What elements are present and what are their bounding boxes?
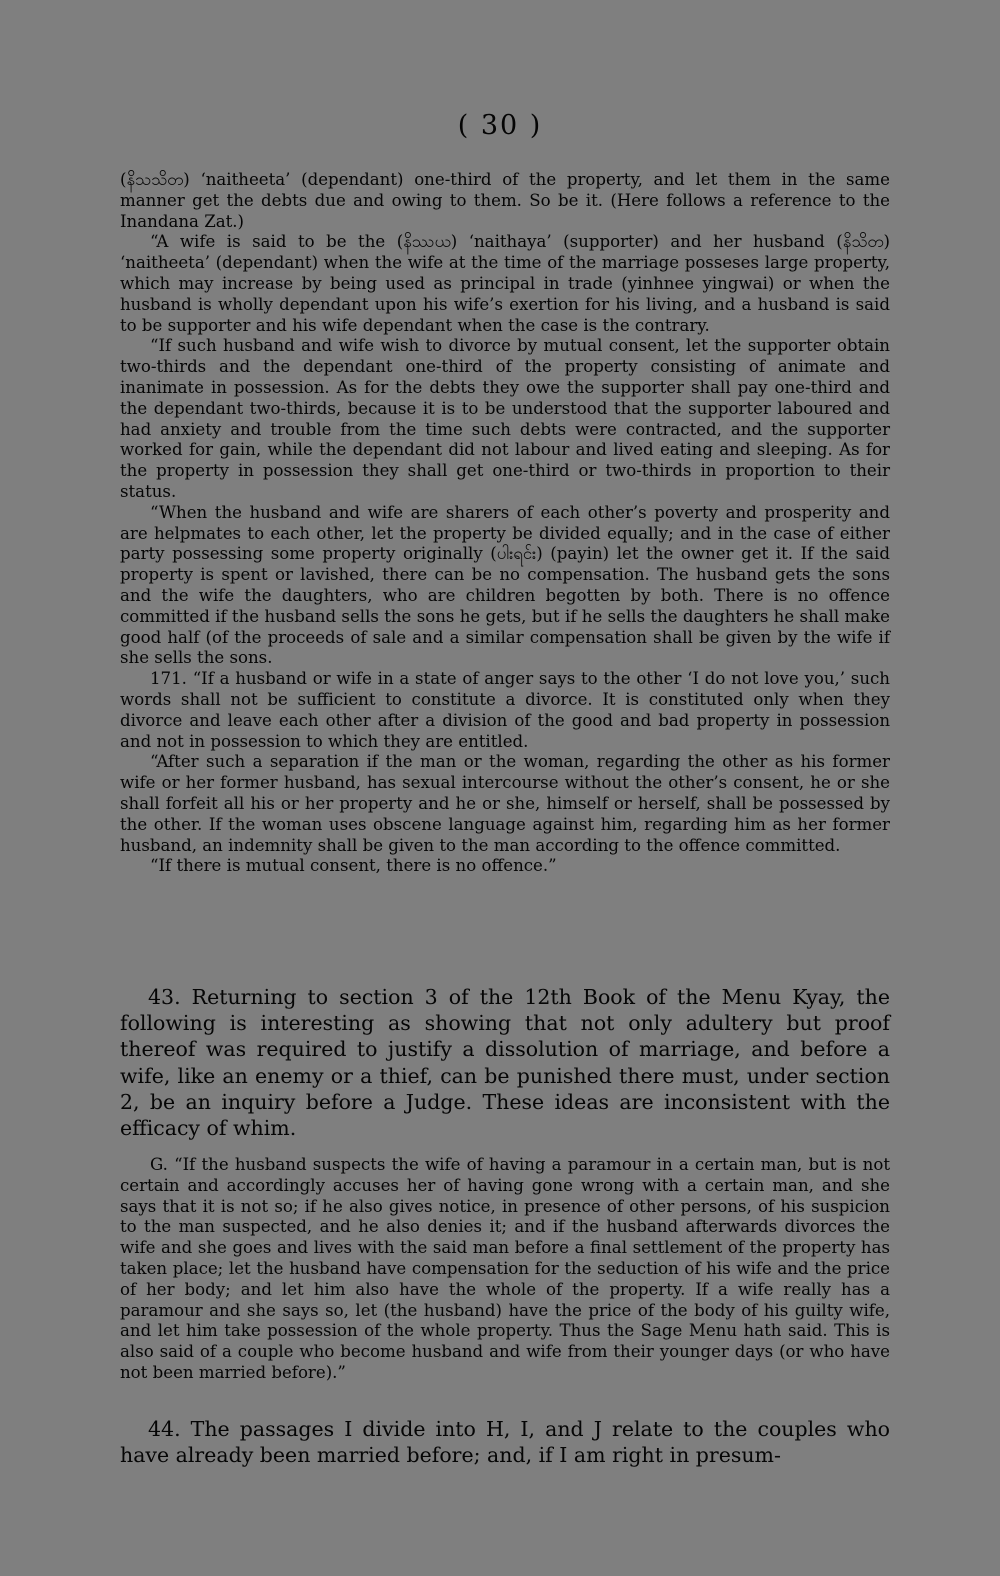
paragraph-g: G. “If the husband suspects the wife of having a paramour in a certain man, but is not certain and accordingly accuses her of having gone wrong with a certain man, and she says that it is not so; if he also gives notice, in presence of other persons, of his suspicion to the man suspected, and he also denies it; and if the husband afterwards divorces the wife and she goes and lives with the said man before a final settlement of the property has taken place; let the husband have compensation for the seduction of his wife and the price of her body; and let him also have the whole of the property. If a wife really has a paramour and she says so, let (the husband) have the price of the body of his guilty wife, and let him take possession of the whole property. Thus the Sage Menu hath said. This is also said of a couple who become husband and wife from their younger days (or who have not been married before).”: [120, 1155, 890, 1382]
paragraph-44: 44. The passages I divide into H, I, and J relate to the couples who have already been married before; and, if I am right in presum-: [120, 1417, 890, 1468]
paragraph-mutual-divorce: “If such husband and wife wish to divorce by mutual consent, let the supporter obtain two-thirds and the dependant one-third of the property consisting of animate and inanimate in possession. As for the debts they owe the supporter shall pay one-third and the dependant two-thirds, because it is to be understood that the supporter laboured and had anxiety and trouble from the time such debts were contracted, and the supporter worked for gain, while the dependant did not labour and lived eating and sleeping. As for the property in possession they shall get one-third or two-thirds in proportion to their status.: [120, 336, 890, 501]
paragraph-sharers: “When the husband and wife are sharers of each other’s poverty and prosperity and are helpmates to each other, let the property be divided equally; and in the case of either party possessing some property originally (ပါးရင်း) (payin) let the owner get it. If the said property is spent or lavished, there can be no compensation. The husband gets the sons and the wife the daughters, who are children begotten by both. There is no offence committed if the husband sells the sons he gets, but if he sells the daughters he shall make good half (of the proceeds of sale and a similar compensation shall be given by the wife if she sells the sons.: [120, 502, 890, 668]
paragraph-mutual-consent: “If there is mutual consent, there is no offence.”: [150, 856, 557, 876]
paragraph-44-block: [120, 1416, 890, 1468]
paragraph-171: 171. “If a husband or wife in a state of anger says to the other ‘I do not love you,’ such words shall not be sufficient to constitute a divorce. It is constituted only when they divorce and leave each other after a division of the good and bad property in possession and not in possession to which they are entitled.: [120, 669, 890, 751]
paragraph-after-separation: “After such a separation if the man or the woman, regarding the other as his former wife or her former husband, has sexual intercourse without the other’s consent, he or she shall forfeit all his or her property and he or she, himself or herself, shall be possessed by the other. If the woman uses obscene language against him, regarding him as her former husband, an indemnity shall be given to the man according to the offence committed.: [120, 752, 890, 855]
paragraph-43-block: [120, 984, 890, 1141]
paragraph-g-block: [120, 1155, 890, 1384]
paragraph-naitheeta-continued: (နိသသိတ) ‘naitheeta’ (dependant) one-third of the property, and let them in the same manner get the debts due and owing to them. So be it. (Here follows a reference to the Inandana Zat.): [120, 170, 890, 231]
paragraph-supporter-definition: “A wife is said to be the (နိဿယ) ‘naithaya’ (supporter) and her husband (နိသိတ) ‘naitheeta’ (dependant) when the wife at the time of the marriage posseses large property, which may increase by being used as principal in trade (yinhnee yingwai) or when the husband is wholly dependant upon his wife’s exertion for his living, and a husband is said to be supporter and his wife dependant when the case is the contrary.: [120, 232, 890, 335]
page-number: ( 30 ): [457, 110, 543, 141]
paragraph-43: 43. Returning to section 3 of the 12th Book of the Menu Kyay, the following is interesting as showing that not only adultery but proof thereof was required to justify a dissolution of marriage, and before a wife, like an enemy or a thief, can be punished there must, under section 2, be an inquiry before a Judge. These ideas are inconsistent with the efficacy of whim.: [120, 985, 890, 1141]
quoted-section: [120, 170, 890, 877]
